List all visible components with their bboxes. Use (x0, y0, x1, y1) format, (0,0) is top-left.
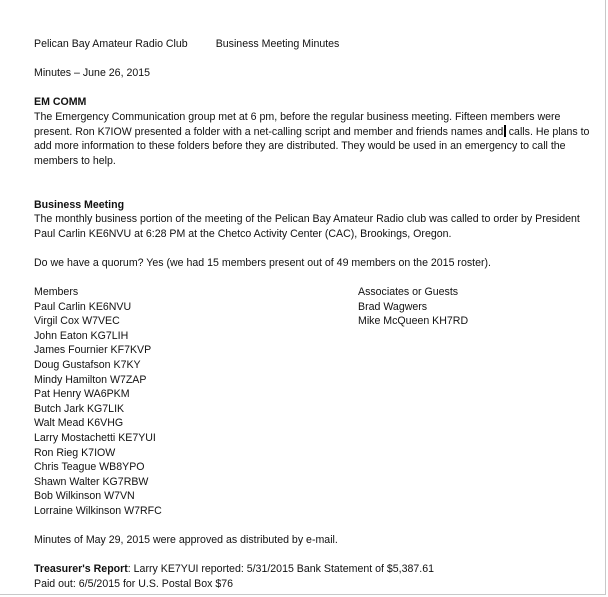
associates-list (358, 300, 590, 329)
associate-entry: Mike McQueen KH7RD (358, 315, 469, 328)
document-type: Business Meeting Minutes (215, 38, 340, 50)
em-comm-heading: EM COMM (34, 96, 87, 109)
member-entry: Doug Gustafson K7KY (34, 359, 141, 372)
member-entry: Paul Carlin KE6NVU (34, 300, 132, 313)
em-comm-paragraph[interactable] (34, 110, 590, 168)
associate-entry: Brad Wagwers (358, 300, 428, 313)
member-entry: Larry Mostachetti KE7YUI (34, 432, 156, 445)
approval-paragraph: Minutes of May 29, 2015 were approved as distributed by e-mail. (34, 534, 338, 547)
attendance-columns (34, 285, 590, 519)
member-entry: James Fournier KF7KVP (34, 344, 152, 357)
business-meeting-heading: Business Meeting (34, 198, 125, 211)
minutes-date: Minutes – June 26, 2015 (34, 67, 151, 80)
member-entry: Mindy Hamilton W7ZAP (34, 373, 147, 386)
members-list (34, 300, 358, 519)
member-entry: Virgil Cox W7VEC (34, 315, 120, 328)
document-header (34, 37, 590, 52)
quorum-paragraph: Do we have a quorum? Yes (we had 15 members present out of 49 members on the 2015 roster). (34, 256, 491, 269)
member-entry: Butch Jark KG7LIK (34, 402, 125, 415)
document-body (34, 37, 590, 592)
member-entry: Bob Wilkinson W7VN (34, 490, 135, 503)
paid-out-line: Paid out: 6/5/2015 for U.S. Postal Box $76 (34, 577, 234, 590)
member-entry: Shawn Walter KG7RBW (34, 475, 149, 488)
members-heading: Members (34, 286, 79, 299)
members-column (34, 285, 358, 519)
member-entry: Ron Rieg K7IOW (34, 446, 116, 459)
member-entry: Lorraine Wilkinson W7RFC (34, 505, 162, 517)
em-comm-text: The Emergency Communication group met at 6 pm, before the regular business meeting. Fifteen members were present. Ron K7IOW presented a folder with a net-calling script and member and friends names and calls. He plans to add more information to these folders before they are distributed. They would be used in an emergency to call the members to help. (34, 110, 590, 167)
member-entry: Pat Henry WA6PKM (34, 388, 130, 401)
business-meeting-paragraph: The monthly business portion of the meeting of the Pelican Bay Amateur Radio club was called to order by President Paul Carlin KE6NVU at 6:28 PM at the Chetco Activity Center (CAC), Brookings, Oregon. (34, 213, 580, 240)
treasurer-report (34, 562, 590, 577)
associates-column (358, 285, 590, 519)
associates-heading: Associates or Guests (358, 286, 459, 299)
member-entry: John Eaton KG7LIH (34, 329, 129, 342)
text-cursor (504, 125, 506, 137)
treasurer-text: : Larry KE7YUI reported: 5/31/2015 Bank Statement of $5,387.61 (127, 563, 435, 576)
member-entry: Walt Mead K6VHG (34, 417, 124, 430)
member-entry: Chris Teague WB8YPO (34, 461, 145, 474)
treasurer-label: Treasurer's Report (34, 563, 128, 576)
club-name: Pelican Bay Amateur Radio Club (34, 38, 188, 50)
